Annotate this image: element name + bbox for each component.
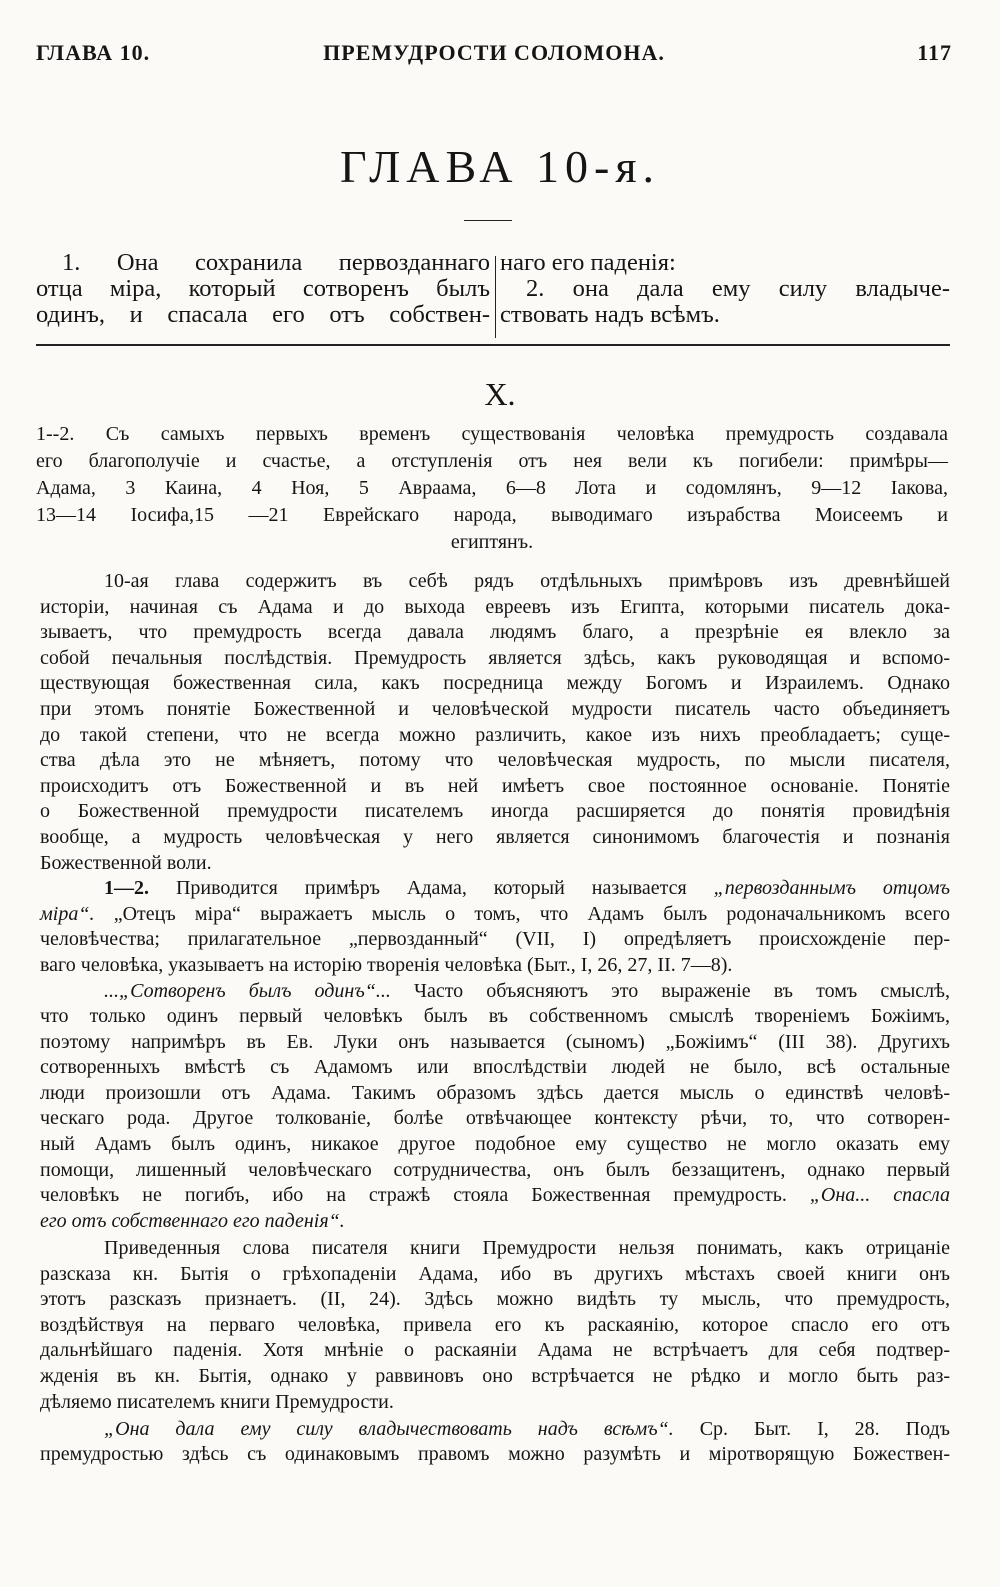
verse-column-right (500, 250, 950, 328)
paragraph-line: ный Адамъ былъ одинъ, никакое другое подобное ему существо не могло оказать ему (40, 1133, 950, 1156)
paragraph-line: помощи, лишенный человѣческаго сотрудничества, онъ былъ беззащитенъ, однако первый (40, 1158, 950, 1181)
paragraph-line: собой печальныя послѣдствія. Премудрость является здѣсь, какъ руководящая и вспомо- (40, 646, 950, 669)
paragraph-line: что только одинъ первый человѣкъ былъ въ собственномъ смыслѣ твореніемъ Божіимъ, (40, 1005, 950, 1028)
paragraph-line: этотъ разсказъ признаетъ. (II, 24). Здѣсь можно видѣть ту мысль, что премудрость, (40, 1288, 950, 1311)
paragraph-line: 10-ая глава содержитъ въ себѣ рядъ отдѣльныхъ примѣровъ изъ древнѣйшей (104, 570, 950, 592)
paragraph-line: воздѣйствуя на перваго человѣка, привела его къ раскаянію, которое спасло его отъ (40, 1313, 950, 1336)
verse-line: 1. Она сохранила первозданнаго (62, 249, 490, 276)
quoted-phrase: ...„Сотворенъ былъ одинъ“... (104, 979, 391, 1002)
quoted-phrase: міра“. (40, 902, 95, 925)
quoted-phrase: „Она дала ему силу владычествовать надъ всѣмъ“. (104, 1417, 674, 1440)
quoted-phrase: „Она... спасла (809, 1184, 950, 1207)
paragraph-line: происходитъ отъ Божественной и въ ней имѣетъ свое постоянное основаніе. Понятіе (40, 774, 950, 797)
chapter-title: ГЛАВА 10-я. (339, 141, 661, 192)
column-divider (495, 256, 496, 338)
paragraph-line (40, 1417, 950, 1443)
verse-reference: 1—2. (104, 877, 149, 900)
summary-line: Адама, 3 Каина, 4 Ноя, 5 Авраама, 6—8 Лота и содомлянъ, 9—12 Іакова, (36, 477, 948, 499)
paragraph-line: дальнѣйшаго паденія. Хотя мнѣніе о раскаяніи Адама не встрѣчаетъ для себя подтвер- (40, 1339, 950, 1362)
paragraph-line (40, 979, 950, 1005)
quoted-phrase: его отъ собственнаго его паденія“. (40, 1209, 345, 1232)
paragraph-line: о Божественной премудрости писателемъ иногда расширяется до понятія провидѣнія (40, 800, 950, 823)
verse-line: одинъ, и спасала его отъ собствен- (36, 301, 490, 328)
paragraph-line (40, 1209, 950, 1236)
paragraph-line (40, 876, 950, 902)
paragraph-line: ства дѣла это не мѣняетъ, потому что человѣческая мудрость, по мысли писателя, (40, 749, 950, 772)
paragraph-line: люди произошли отъ Адама. Такимъ образомъ здѣсь дается мысль о единствѣ человѣ- (40, 1081, 950, 1104)
paragraph-line: при этомъ понятіе Божественной и человѣческой мудрости писатель часто объединяетъ (40, 697, 950, 720)
chapter-summary (36, 421, 948, 556)
paragraph-line: вообще, а мудрость человѣческая у него является синонимомъ благочестія и познанія (40, 825, 950, 848)
paragraph-line: до такой степени, что не всегда можно различить, какое изъ нихъ преобладаетъ; суще- (40, 723, 950, 746)
text-run: „Отецъ міра“ выражаетъ мысль о томъ, что Адамъ былъ родоначальникомъ всего (113, 902, 950, 925)
paragraph-line: поэтому напримѣръ въ Ев. Луки онъ называется (сыномъ) „Божіимъ“ (III 38). Другихъ (40, 1030, 950, 1053)
text-run: Ср. Быт. I, 28. Подъ (699, 1417, 951, 1440)
paragraph-line: жденія въ кн. Бытія, однако у раввиновъ оно встрѣчается не рѣдко и могло быть раз- (40, 1365, 950, 1387)
verse-text-block (36, 250, 950, 342)
running-head-chapter: ГЛАВА 10. (36, 40, 151, 65)
summary-line: 13—14 Іосифа,15 —21 Еврейскаго народа, выводимаго изърабства Моисеемъ и (36, 504, 948, 526)
paragraph-line: ческаго рода. Другое толкованіе, болѣе отвѣчающее контексту рѣчи, то, что сотворен- (40, 1107, 950, 1130)
summary-line: его благополучіе и счастье, а отступленія отъ нея вели къ погибели: примѣры— (36, 450, 948, 472)
verse-line: 2. она дала ему силу владыче- (526, 275, 950, 302)
paragraph-line: исторіи, начиная съ Адама и до выхода евреевъ изъ Египта, которыми писатель дока- (40, 595, 950, 618)
verse-line: ствовать надъ всѣмъ. (500, 301, 720, 328)
running-head (36, 40, 952, 70)
paragraph-line (40, 902, 950, 928)
paragraph-line: зываетъ, что премудрость всегда давала людямъ благо, а презрѣніе ея влекло за (40, 621, 950, 644)
page-number: 117 (917, 40, 952, 65)
verse-line: отца міра, который сотворенъ былъ (36, 275, 490, 302)
paragraph-line: ществующая божественная сила, какъ посредница между Богомъ и Израилемъ. Однако (40, 672, 950, 695)
text-run: Часто объясняютъ это выраженіе въ томъ смыслѣ, (413, 979, 951, 1002)
verse-column-left (36, 250, 490, 328)
paragraph-line (40, 1183, 950, 1209)
summary-line: египтянъ. (450, 531, 534, 553)
verse-rule (36, 344, 950, 346)
running-head-book-title: ПРЕМУДРОСТИ СОЛОМОНА. (323, 40, 665, 65)
paragraph-line: Приведенныя слова писателя книги Премудрости нельзя понимать, какъ отрицаніе (104, 1237, 950, 1260)
paragraph-line: сотворенныхъ вмѣстѣ съ Адамомъ или впослѣдствіи людей не было, всѣ остальные (40, 1056, 950, 1079)
verse-line: наго его паденія: (500, 249, 676, 276)
summary-line: 1--2. Съ самыхъ первыхъ временъ существованія человѣка премудрость создавала (36, 423, 948, 445)
paragraph-line: человѣчества; прилагательное „первозданный“ (VII, I) опредѣляетъ происхожденіе пер- (40, 928, 950, 951)
section-numeral: X. (484, 376, 516, 412)
paragraph-line: премудростью здѣсь съ одинаковымъ правомъ можно разумѣть и міротворящую Божествен- (40, 1443, 950, 1466)
paragraph-line: ваго человѣка, указываетъ на исторію творенія человѣка (Быт., I, 26, 27, II. 7—8). (40, 953, 733, 976)
paragraph-line: дѣляемо писателемъ книги Премудрости. (40, 1390, 394, 1413)
paragraph-line: Божественной воли. (40, 851, 212, 874)
text-run: человѣкъ не погибъ, ибо на стражѣ стояла Божественная премудрость. (40, 1184, 787, 1207)
quoted-phrase: „первозданнымъ отцомъ (713, 877, 951, 900)
commentary-body (40, 569, 950, 1468)
paragraph-line: разсказа кн. Бытія о грѣхопаденіи Адама, ибо въ другихъ мѣстахъ своей книги онъ (40, 1262, 950, 1285)
title-rule (464, 220, 512, 221)
text-run: Приводится примѣръ Адама, который называется (175, 877, 687, 900)
